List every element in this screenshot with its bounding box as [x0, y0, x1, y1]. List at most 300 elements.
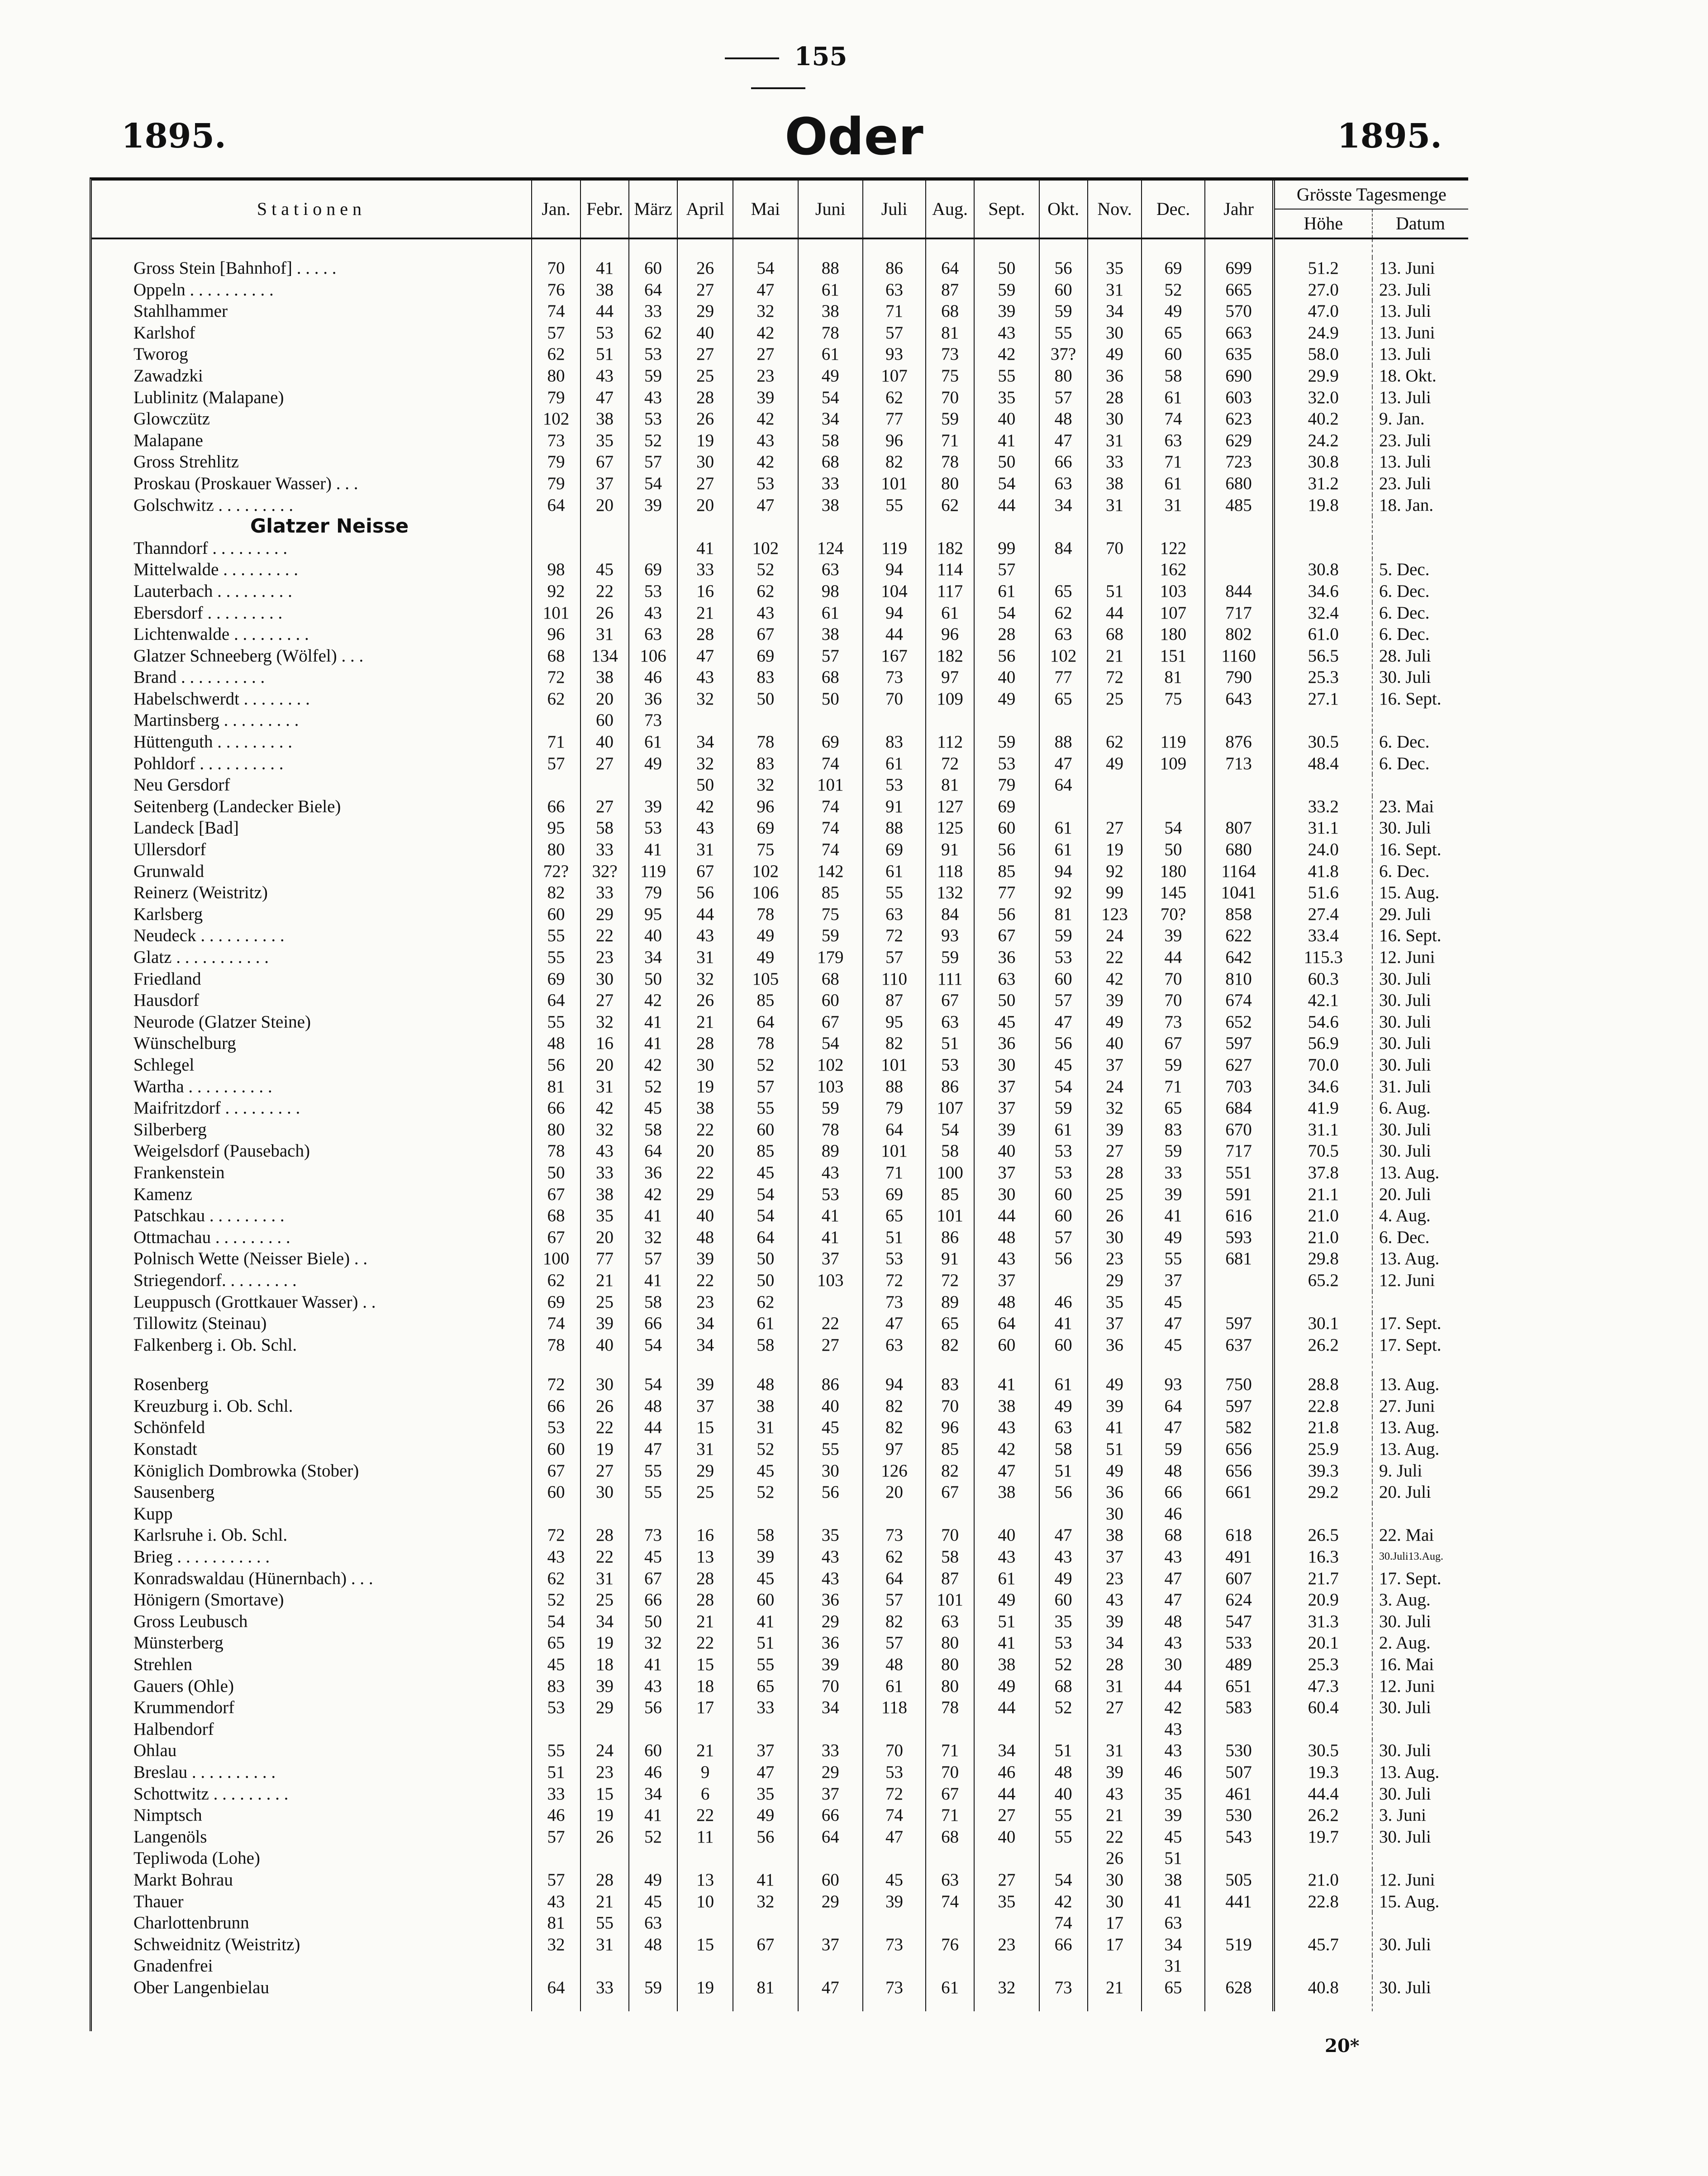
month-value: 63 — [926, 1011, 974, 1033]
month-value — [1088, 796, 1142, 818]
month-value: 40 — [974, 1826, 1039, 1848]
spacer-row — [92, 1999, 1468, 2011]
spacer-cell — [92, 1356, 532, 1374]
month-value: 50 — [974, 257, 1039, 279]
month-value: 49 — [974, 1676, 1039, 1697]
month-value: 49 — [1039, 1395, 1088, 1417]
month-value: 16 — [677, 581, 733, 602]
month-value: 34 — [798, 408, 863, 430]
month-value: 81 — [733, 1977, 798, 1999]
month-value: 74 — [798, 796, 863, 818]
max-height: 21.1 — [1274, 1184, 1372, 1205]
month-value: 43 — [532, 1546, 580, 1568]
month-value: 30 — [1088, 1227, 1142, 1248]
month-value: 70 — [926, 387, 974, 409]
month-value: 16 — [580, 1033, 629, 1054]
month-value: 62 — [532, 1270, 580, 1291]
month-value: 55 — [733, 1097, 798, 1119]
month-value: 21 — [1088, 1805, 1142, 1826]
month-value: 50 — [733, 1270, 798, 1291]
month-value: 44 — [974, 1205, 1039, 1227]
station-name: Reinerz (Weistritz) — [133, 883, 268, 903]
month-value: 69 — [863, 1184, 926, 1205]
month-value: 94 — [1039, 861, 1088, 882]
month-value: 65 — [733, 1676, 798, 1697]
month-value: 31 — [1088, 495, 1142, 516]
empty-cell — [1142, 516, 1204, 538]
month-value: 45 — [629, 1891, 677, 1913]
month-value: 41 — [1088, 1417, 1142, 1438]
spacer-cell — [580, 1999, 629, 2011]
month-value: 31 — [1088, 1676, 1142, 1697]
month-value: 57 — [974, 559, 1039, 581]
station-name: Habelschwerdt . . . . . . . . — [133, 689, 310, 709]
month-value: 46 — [1039, 1291, 1088, 1313]
month-value: 17 — [677, 1697, 733, 1719]
month-value: 35 — [974, 387, 1039, 409]
month-value: 45 — [863, 1869, 926, 1891]
month-value: 63 — [1039, 624, 1088, 645]
station-name: Markt Bohrau — [133, 1870, 233, 1890]
month-value: 55 — [532, 1740, 580, 1762]
month-value — [1088, 1719, 1142, 1740]
month-value: 52 — [1039, 1654, 1088, 1676]
month-value: 63 — [974, 968, 1039, 990]
month-value: 74 — [532, 300, 580, 322]
month-value: 62 — [863, 1546, 926, 1568]
year-total: 651 — [1205, 1676, 1274, 1697]
month-value: 62 — [532, 1568, 580, 1590]
header-row-1 — [92, 181, 1468, 209]
month-value: 35 — [733, 1783, 798, 1805]
month-value: 45 — [1039, 1054, 1088, 1076]
month-value — [1088, 559, 1142, 581]
month-value: 38 — [677, 1097, 733, 1119]
month-value: 50 — [629, 968, 677, 990]
spacer-cell — [863, 1356, 926, 1374]
month-value — [532, 1847, 580, 1869]
month-value: 29 — [798, 1762, 863, 1783]
station-name: Konstadt — [133, 1439, 197, 1459]
month-value: 162 — [1142, 559, 1204, 581]
max-height: 54.6 — [1274, 1011, 1372, 1033]
table-row — [92, 387, 1468, 409]
max-date: 12. Juni — [1372, 1869, 1468, 1891]
month-value: 42 — [1142, 1697, 1204, 1719]
month-value: 81 — [532, 1076, 580, 1098]
month-value — [677, 1719, 733, 1740]
month-value: 22 — [677, 1632, 733, 1654]
month-value — [677, 1503, 733, 1525]
month-value: 78 — [733, 904, 798, 925]
station-name: Polnisch Wette (Neisser Biele) . . — [133, 1249, 368, 1269]
month-value: 100 — [926, 1162, 974, 1184]
month-value — [532, 774, 580, 796]
month-value: 65 — [1142, 322, 1204, 344]
year-total: 713 — [1205, 753, 1274, 775]
month-value: 43 — [798, 1546, 863, 1568]
month-value: 33 — [580, 1977, 629, 1999]
header-nov: Nov. — [1088, 181, 1142, 238]
month-value: 62 — [532, 343, 580, 365]
table-row — [92, 322, 1468, 344]
max-date: 30. Juli — [1372, 1740, 1468, 1762]
month-value: 28 — [580, 1869, 629, 1891]
month-value: 57 — [863, 1589, 926, 1611]
month-value: 68 — [798, 968, 863, 990]
max-height: 29.2 — [1274, 1481, 1372, 1503]
month-value: 42 — [677, 796, 733, 818]
month-value: 82 — [863, 1611, 926, 1633]
month-value: 24 — [580, 1740, 629, 1762]
year-total — [1205, 774, 1274, 796]
month-value: 56 — [1039, 1481, 1088, 1503]
table-row — [92, 1227, 1468, 1248]
month-value: 51 — [1088, 581, 1142, 602]
month-value: 80 — [532, 365, 580, 387]
month-value: 79 — [532, 451, 580, 473]
month-value: 60 — [532, 1438, 580, 1460]
empty-cell — [1205, 516, 1274, 538]
month-value: 43 — [629, 1676, 677, 1697]
station-name: Weigelsdorf (Pausebach) — [133, 1141, 310, 1161]
month-value: 73 — [629, 709, 677, 731]
station-name: Stahlhammer — [133, 301, 228, 321]
month-value: 47 — [1142, 1313, 1204, 1334]
header-dec: Dec. — [1142, 181, 1204, 238]
month-value: 64 — [532, 990, 580, 1011]
header-aug: Aug. — [926, 181, 974, 238]
max-height: 29.8 — [1274, 1248, 1372, 1270]
month-value: 53 — [1039, 1632, 1088, 1654]
station-name: Münsterberg — [133, 1633, 224, 1653]
header-jul: Juli — [863, 181, 926, 238]
month-value: 36 — [798, 1589, 863, 1611]
month-value: 71 — [532, 731, 580, 753]
month-value: 66 — [1142, 1481, 1204, 1503]
table-row — [92, 1762, 1468, 1783]
month-value: 23 — [733, 365, 798, 387]
month-value: 37 — [798, 1248, 863, 1270]
max-height: 34.6 — [1274, 1076, 1372, 1098]
month-value: 81 — [1142, 667, 1204, 688]
month-value — [974, 1955, 1039, 1977]
year-total: 603 — [1205, 387, 1274, 409]
month-value: 47 — [580, 387, 629, 409]
month-value: 119 — [1142, 731, 1204, 753]
month-value: 40 — [629, 925, 677, 947]
max-date: 23. Juli — [1372, 279, 1468, 301]
month-value: 94 — [863, 602, 926, 624]
month-value: 47 — [1039, 430, 1088, 452]
month-value: 22 — [677, 1805, 733, 1826]
month-value: 91 — [863, 796, 926, 818]
max-date: 30. Juli — [1372, 1140, 1468, 1162]
year-total: 656 — [1205, 1460, 1274, 1482]
month-value: 55 — [798, 1438, 863, 1460]
month-value: 69 — [733, 817, 798, 839]
table-row — [92, 796, 1468, 818]
month-value: 67 — [926, 1783, 974, 1805]
max-date: 30. Juli — [1372, 1977, 1468, 1999]
year-total: 750 — [1205, 1374, 1274, 1395]
month-value: 41 — [798, 1227, 863, 1248]
month-value: 39 — [629, 796, 677, 818]
year-total: 597 — [1205, 1033, 1274, 1054]
month-value: 61 — [1142, 387, 1204, 409]
table-row — [92, 904, 1468, 925]
max-date: 13. Aug. — [1372, 1162, 1468, 1184]
year-total: 622 — [1205, 925, 1274, 947]
month-value: 61 — [798, 602, 863, 624]
max-date: 5. Dec. — [1372, 559, 1468, 581]
month-value — [926, 1912, 974, 1934]
header-sep: Sept. — [974, 181, 1039, 238]
month-value: 61 — [863, 861, 926, 882]
table-row — [92, 968, 1468, 990]
table-row — [92, 1395, 1468, 1417]
empty-cell — [863, 516, 926, 538]
max-date: 30. Juli — [1372, 1934, 1468, 1956]
month-value — [733, 1912, 798, 1934]
max-height: 24.0 — [1274, 839, 1372, 861]
month-value: 51 — [1088, 1438, 1142, 1460]
month-value: 53 — [926, 1054, 974, 1076]
month-value: 19 — [580, 1805, 629, 1826]
month-value: 48 — [863, 1654, 926, 1676]
month-value: 179 — [798, 947, 863, 968]
year-total: 441 — [1205, 1891, 1274, 1913]
spacer-cell — [1039, 1999, 1088, 2011]
month-value: 56 — [974, 839, 1039, 861]
max-date: 30. Juli — [1372, 1054, 1468, 1076]
table-row — [92, 473, 1468, 495]
month-value: 93 — [926, 925, 974, 947]
month-value: 22 — [1088, 947, 1142, 968]
month-value: 103 — [798, 1270, 863, 1291]
month-value: 80 — [926, 1676, 974, 1697]
month-value: 35 — [580, 430, 629, 452]
station-name: Schönfeld — [133, 1418, 205, 1438]
year-total — [1205, 796, 1274, 818]
month-value: 74 — [798, 753, 863, 775]
month-value: 59 — [1142, 1054, 1204, 1076]
month-value: 58 — [926, 1546, 974, 1568]
month-value: 58 — [798, 430, 863, 452]
month-value: 60 — [1039, 1334, 1088, 1356]
month-value: 167 — [863, 645, 926, 667]
month-value: 78 — [733, 731, 798, 753]
table-row — [92, 1205, 1468, 1227]
max-height: 58.0 — [1274, 343, 1372, 365]
month-value: 68 — [798, 451, 863, 473]
spacer-cell — [532, 1356, 580, 1374]
month-value: 44 — [974, 1783, 1039, 1805]
max-height: 44.4 — [1274, 1783, 1372, 1805]
month-value: 69 — [532, 1291, 580, 1313]
month-value: 42 — [629, 1184, 677, 1205]
table-row — [92, 1977, 1468, 1999]
month-value: 58 — [733, 1524, 798, 1546]
month-value: 58 — [629, 1291, 677, 1313]
month-value: 54 — [974, 473, 1039, 495]
station-name: Gross Strehlitz — [133, 452, 239, 472]
month-value: 49 — [733, 925, 798, 947]
station-name: Ohlau — [133, 1741, 177, 1761]
max-date: 13. Aug. — [1372, 1417, 1468, 1438]
max-height: 47.0 — [1274, 300, 1372, 322]
table-row — [92, 1011, 1468, 1033]
table-row — [92, 1589, 1468, 1611]
max-date: 6. Aug. — [1372, 1097, 1468, 1119]
month-value: 19 — [677, 1076, 733, 1098]
month-value: 71 — [926, 1740, 974, 1762]
month-value: 57 — [532, 1869, 580, 1891]
month-value: 40 — [798, 1395, 863, 1417]
month-value: 50 — [798, 688, 863, 710]
month-value: 95 — [532, 817, 580, 839]
month-value: 73 — [863, 1977, 926, 1999]
month-value: 56 — [974, 904, 1039, 925]
month-value: 54 — [1142, 817, 1204, 839]
month-value: 18 — [580, 1654, 629, 1676]
spacer-cell — [1372, 238, 1468, 257]
month-value: 39 — [580, 1313, 629, 1334]
month-value: 142 — [798, 861, 863, 882]
month-value: 26 — [580, 1826, 629, 1848]
month-value: 52 — [733, 1438, 798, 1460]
year-total: 681 — [1205, 1248, 1274, 1270]
month-value: 69 — [629, 559, 677, 581]
month-value: 54 — [733, 257, 798, 279]
month-value: 54 — [629, 1334, 677, 1356]
table-row — [92, 408, 1468, 430]
max-date: 30.Juli13.Aug. — [1372, 1546, 1468, 1568]
month-value: 41 — [629, 1654, 677, 1676]
month-value: 31 — [1142, 1955, 1204, 1977]
year-total — [1205, 1955, 1274, 1977]
month-value: 34 — [677, 1334, 733, 1356]
month-value: 31 — [1088, 1740, 1142, 1762]
month-value: 45 — [629, 1546, 677, 1568]
month-value: 26 — [1088, 1847, 1142, 1869]
spacer-cell — [629, 1356, 677, 1374]
table-row — [92, 1611, 1468, 1633]
year-total: 607 — [1205, 1568, 1274, 1590]
month-value: 19 — [677, 1977, 733, 1999]
precipitation-table-frame — [90, 177, 1468, 2031]
header-max-date: Datum — [1372, 209, 1468, 238]
month-value: 101 — [863, 1054, 926, 1076]
month-value: 37 — [974, 1097, 1039, 1119]
month-value: 69 — [798, 731, 863, 753]
month-value: 27 — [677, 473, 733, 495]
month-value: 57 — [733, 1076, 798, 1098]
month-value: 55 — [1039, 1826, 1088, 1848]
month-value: 15 — [677, 1934, 733, 1956]
month-value: 46 — [1142, 1762, 1204, 1783]
month-value: 51 — [580, 343, 629, 365]
month-value: 28 — [1088, 1162, 1142, 1184]
max-height: 34.6 — [1274, 581, 1372, 602]
month-value: 39 — [677, 1374, 733, 1395]
month-value: 39 — [863, 1891, 926, 1913]
spacer-cell — [974, 238, 1039, 257]
year-total: 635 — [1205, 343, 1274, 365]
month-value: 110 — [863, 968, 926, 990]
table-row — [92, 624, 1468, 645]
spacer-cell — [92, 238, 532, 257]
month-value: 83 — [733, 667, 798, 688]
month-value: 62 — [1039, 602, 1088, 624]
month-value — [1039, 559, 1088, 581]
month-value: 55 — [629, 1460, 677, 1482]
month-value: 21 — [1088, 645, 1142, 667]
month-value: 29 — [677, 1460, 733, 1482]
month-value — [1039, 709, 1088, 731]
month-value — [733, 1847, 798, 1869]
station-name: Proskau (Proskauer Wasser) . . . — [133, 473, 358, 493]
table-row — [92, 1270, 1468, 1291]
month-value: 61 — [1039, 1119, 1088, 1141]
max-height: 21.0 — [1274, 1227, 1372, 1248]
month-value: 55 — [863, 495, 926, 516]
max-date: 6. Dec. — [1372, 624, 1468, 645]
month-value: 79 — [532, 387, 580, 409]
month-value: 70 — [926, 1762, 974, 1783]
month-value: 53 — [629, 343, 677, 365]
table-row — [92, 430, 1468, 452]
station-name: Neu Gersdorf — [133, 775, 230, 795]
month-value: 83 — [733, 753, 798, 775]
month-value: 64 — [629, 279, 677, 301]
month-value: 60 — [1039, 1205, 1088, 1227]
month-value: 44 — [1088, 602, 1142, 624]
table-row — [92, 1291, 1468, 1313]
month-value — [629, 1503, 677, 1525]
month-value — [798, 1955, 863, 1977]
month-value — [580, 774, 629, 796]
year-total: 597 — [1205, 1313, 1274, 1334]
spacer-cell — [798, 1999, 863, 2011]
section-heading-row — [92, 516, 1468, 538]
spacer-cell — [926, 238, 974, 257]
table-row — [92, 559, 1468, 581]
month-value — [532, 1955, 580, 1977]
month-value — [532, 1719, 580, 1740]
month-value: 63 — [1142, 430, 1204, 452]
year-total: 717 — [1205, 1140, 1274, 1162]
max-date: 20. Juli — [1372, 1184, 1468, 1205]
month-value: 83 — [863, 731, 926, 753]
month-value: 51 — [1039, 1460, 1088, 1482]
table-row — [92, 1568, 1468, 1590]
month-value: 57 — [863, 1632, 926, 1654]
month-value: 145 — [1142, 882, 1204, 904]
month-value: 17 — [1088, 1912, 1142, 1934]
max-height — [1274, 1291, 1372, 1313]
spacer-cell — [1142, 1999, 1204, 2011]
max-date: 28. Juli — [1372, 645, 1468, 667]
month-value: 21 — [677, 602, 733, 624]
month-value: 47 — [1039, 1524, 1088, 1546]
month-value: 21 — [580, 1270, 629, 1291]
month-value: 54 — [1039, 1076, 1088, 1098]
month-value: 47 — [629, 1438, 677, 1460]
max-date: 17. Sept. — [1372, 1334, 1468, 1356]
month-value: 34 — [677, 731, 733, 753]
station-name: Brieg . . . . . . . . . . . — [133, 1547, 270, 1567]
